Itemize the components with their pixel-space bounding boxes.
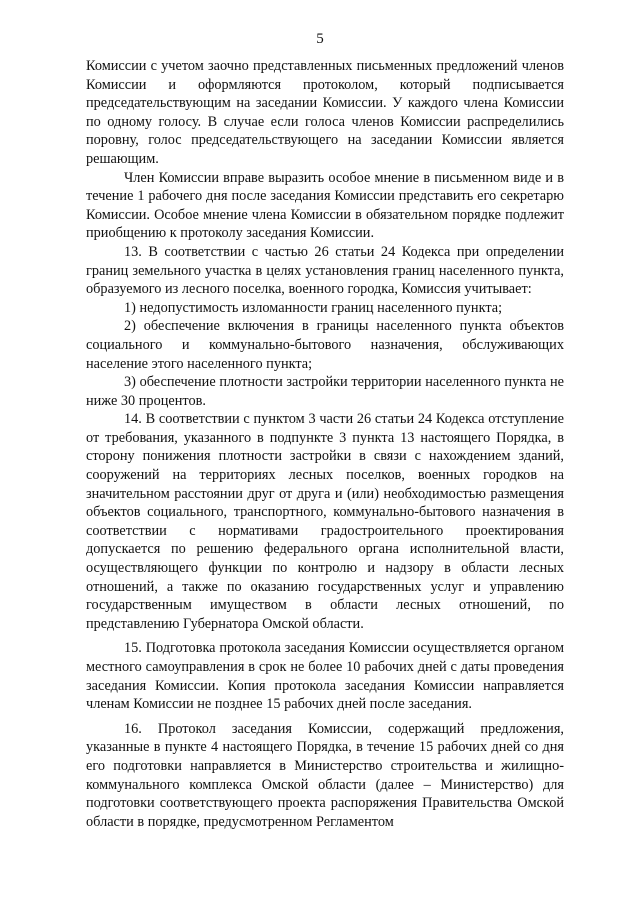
paragraph-16: 16. Протокол заседания Комиссии, содержащий предложения, указанные в пункте 4 настоящего Порядка, в течение 15 рабочих дней со дня его подготовки направляется в Министерство строительства и жилищно-коммунального комплекса Омской области (далее – Министерство) для подготовки соответствующего проекта распоряжения Правительства Омской области в порядке, предусмотренном Регламентом — [86, 720, 564, 830]
paragraph-13-item-3: 3) обеспечение плотности застройки территории населенного пункта не ниже 30 процентов. — [86, 374, 564, 409]
document-body — [86, 57, 564, 831]
paragraph-14: 14. В соответствии с пунктом 3 части 26 статьи 24 Кодекса отступление от требования, указанного в подпункте 3 пункта 13 настоящего Порядка, в сторону понижения плотности застройки в связи с нахождением зданий, сооружений на территориях лесных поселков, военных городков на значительном расстоянии друг от друга и (или) необходимостью размещения объектов социального, транспортного, коммунально-бытового назначения в соответствии с нормативами градостроительного проектирования допускается по решению федерального органа исполнительной власти, осуществляющего функции по контролю и надзору в области лесных отношений, а также по оказанию государственных услуг и управлению государственным имуществом в области лесных отношений, по представлению Губернатора Омской области. — [86, 411, 564, 632]
paragraph-13-item-1: 1) недопустимость изломанности границ населенного пункта; — [124, 299, 503, 316]
page-number: 5 — [316, 31, 324, 47]
paragraph-13: 13. В соответствии с частью 26 статьи 24 Кодекса при определении границ земельного участка в целях установления границ населенного пункта, образуемого из лесного поселка, военного городка, Комиссия учитывает: — [86, 243, 564, 298]
paragraph-15: 15. Подготовка протокола заседания Комиссии осуществляется органом местного самоуправления в срок не более 10 рабочих дней с даты проведения заседания Комиссии. Копия протокола заседания Комиссии направляется членам Комиссии не позднее 15 рабочих дней после заседания. — [86, 640, 564, 713]
paragraph-continuation: Комиссии с учетом заочно представленных письменных предложений членов Комиссии и оформляются протоколом, который подписывается председательствующим на заседании Комиссии. У каждого члена Комиссии по одному голосу. В случае если голоса членов Комиссии распределились поровну, голос председательствующего на заседании Комиссии является решающим. — [86, 58, 564, 167]
paragraph-dissenting-opinion: Член Комиссии вправе выразить особое мнение в письменном виде и в течение 1 рабочего дня после заседания Комиссии представить его секретарю Комиссии. Особое мнение члена Комиссии в обязательном порядке подлежит приобщению к протоколу заседания Комиссии. — [86, 169, 564, 242]
paragraph-13-item-2: 2) обеспечение включения в границы населенного пункта объектов социального и коммунально-бытового назначения, обслуживающих население этого населенного пункта; — [86, 318, 564, 372]
